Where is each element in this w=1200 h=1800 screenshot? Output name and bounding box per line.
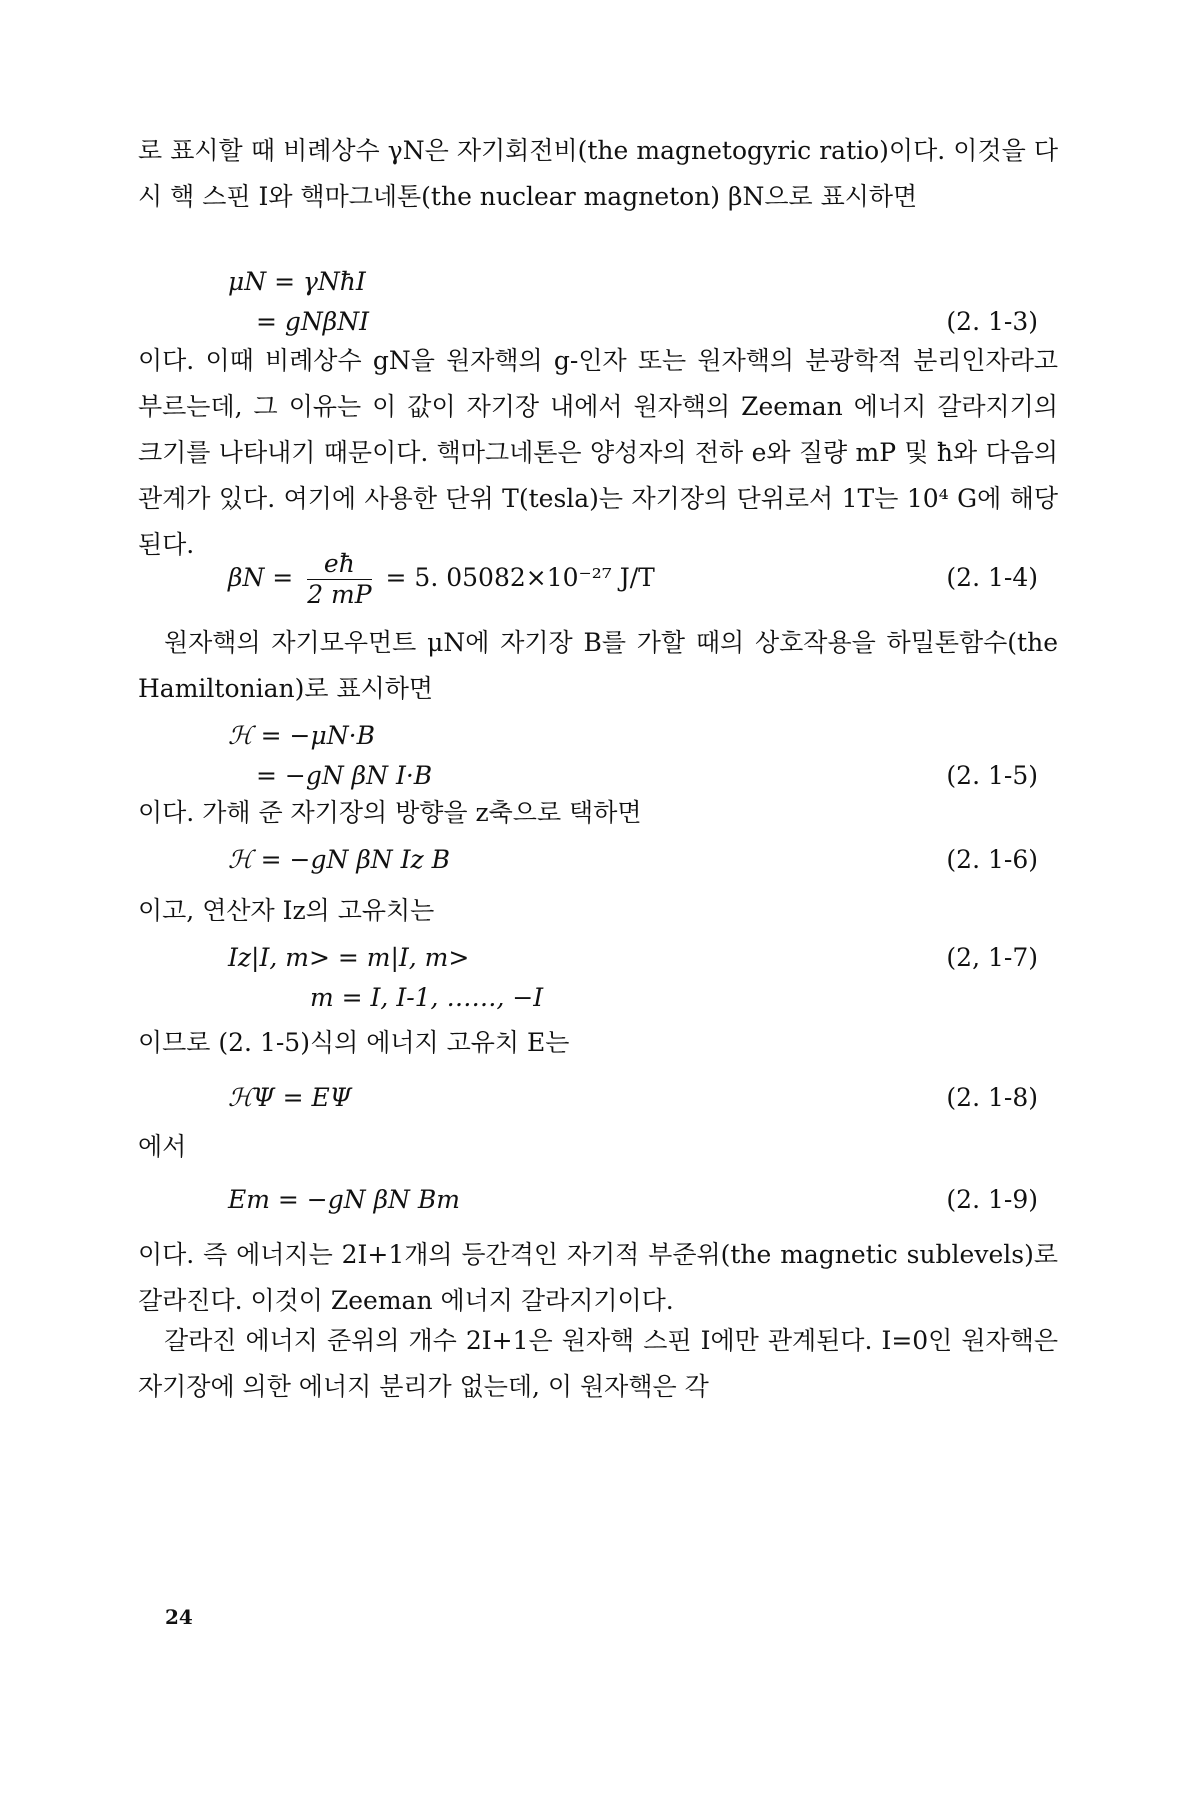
paragraph-2: 이다. 이때 비례상수 gN을 원자핵의 g-인자 또는 원자핵의 분광학적 분리인자라고 부르는데, 그 이유는 이 값이 자기장 내에서 원자핵의 Zeeman 에너지 갈라지기의 크기를 나타내기 때문이다. 핵마그네톤은 양성자의 전하 e와 질량 mP 및 ħ와 다음의 관계가 있다. 여기에 사용한 단위 T(tesla)는 자기장의 단위로서 1T는 10⁴ G에 해당된다.: [138, 346, 1058, 559]
eq-line: m = I, I-1, ……, −I: [310, 983, 544, 1012]
paragraph-5: 이고, 연산자 Iz의 고유치는: [138, 896, 435, 925]
equation-number: (2. 1-6): [946, 845, 1038, 874]
eq-line: ℋ = −gN βN Iz B: [228, 845, 450, 874]
equation-2-1-3: [138, 262, 1058, 342]
equation-2-1-4: [138, 545, 1058, 611]
equation-2-1-5: [138, 716, 1058, 796]
paragraph-3: 원자핵의 자기모우먼트 μN에 자기장 B를 가할 때의 상호작용을 하밀톤함수(the Hamiltonian)로 표시하면: [138, 628, 1058, 703]
eq-line: ℋ = −μN·B: [228, 721, 375, 750]
eq-line: = −gN βN I·B: [256, 761, 433, 790]
paragraph-9: 갈라진 에너지 준위의 개수 2I+1은 원자핵 스핀 I에만 관계된다. I=0인 원자핵은 자기장에 의한 에너지 분리가 없는데, 이 원자핵은 각: [138, 1326, 1058, 1401]
page-number: 24: [165, 1605, 193, 1629]
equation-number: (2. 1-3): [946, 307, 1038, 336]
equation-number: (2. 1-9): [946, 1185, 1038, 1214]
fraction: [307, 549, 371, 610]
equation-number: (2. 1-8): [946, 1083, 1038, 1112]
paragraph-8: 이다. 즉 에너지는 2I+1개의 등간격인 자기적 부준위(the magnetic sublevels)로 갈라진다. 이것이 Zeeman 에너지 갈라지기이다.: [138, 1240, 1058, 1315]
eq-line: Iz|I, m> = m|I, m>: [228, 943, 470, 972]
eq-rhs: = 5. 05082×10⁻²⁷ J/T: [385, 563, 655, 592]
equation-number: (2. 1-5): [946, 761, 1038, 790]
paragraph-7: 에서: [138, 1132, 187, 1161]
equation-2-1-7: [138, 938, 1058, 1018]
fraction-numerator: eħ: [307, 549, 371, 580]
paragraph-4: 이다. 가해 준 자기장의 방향을 z축으로 택하면: [138, 798, 642, 827]
eq-line: = gNβNI: [256, 307, 369, 336]
eq-lhs: βN =: [228, 563, 294, 592]
equation-2-1-8: [138, 1078, 1058, 1118]
eq-line: ℋΨ = EΨ: [228, 1083, 352, 1112]
equation-number: (2, 1-7): [946, 943, 1038, 972]
equation-number: (2. 1-4): [946, 563, 1038, 592]
equation-2-1-6: [138, 840, 1058, 880]
eq-line: Em = −gN βN Bm: [228, 1185, 460, 1214]
eq-line: μN = γNħI: [228, 267, 366, 296]
fraction-denominator: 2 mP: [307, 580, 372, 609]
paragraph-6: 이므로 (2. 1-5)식의 에너지 고유치 E는: [138, 1028, 570, 1057]
equation-2-1-9: [138, 1180, 1058, 1220]
paragraph-1: 로 표시할 때 비례상수 γN은 자기회전비(the magnetogyric ratio)이다. 이것을 다시 핵 스핀 I와 핵마그네톤(the nuclear magneton) βN으로 표시하면: [138, 136, 1058, 211]
